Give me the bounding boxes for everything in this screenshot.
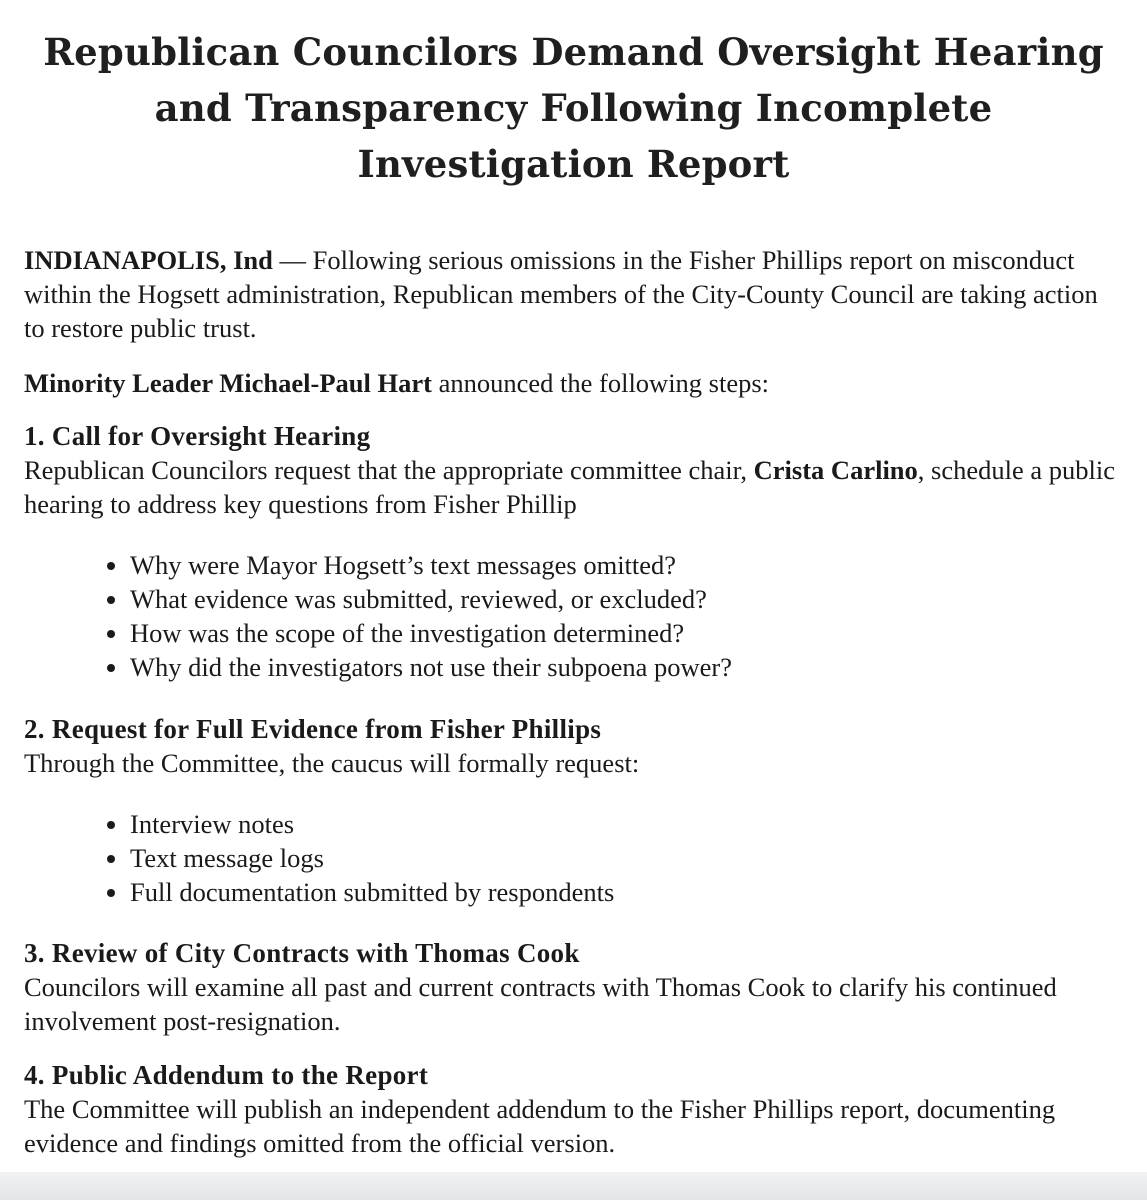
dateline: INDIANAPOLIS, Ind	[24, 245, 273, 275]
minority-leader-name: Minority Leader Michael-Paul Hart	[24, 368, 432, 398]
committee-chair-name: Crista Carlino	[753, 455, 918, 485]
section-3-title: 3. Review of City Contracts with Thomas Cook	[24, 938, 580, 968]
section-2-title: 2. Request for Full Evidence from Fisher Phillips	[24, 714, 602, 744]
section-1-body-end: , schedule a public hearing to address key questions from Fisher Phillip	[24, 455, 1116, 519]
intro-text: — Following serious omissions in the Fisher Phillips report on misconduct within the Hogsett administration, Republican members of the City-County Council are taking action to restore public trust.	[24, 245, 1098, 343]
list-item: How was the scope of the investigation determined?	[100, 616, 732, 650]
bullet-dot-icon	[107, 821, 115, 829]
intro-paragraph	[24, 243, 1124, 345]
section-3-body: Councilors will examine all past and current contracts with Thomas Cook to clarify his continued involvement post-resignation.	[24, 972, 1057, 1036]
window-bottom-edge	[0, 1172, 1147, 1200]
list-item: What evidence was submitted, reviewed, or excluded?	[100, 582, 732, 616]
section-4-body: The Committee will publish an independent addendum to the Fisher Phillips report, documenting evidence and findings omitted from the official version.	[24, 1094, 1056, 1158]
bullet-dot-icon	[107, 596, 115, 604]
list-item: Why were Mayor Hogsett’s text messages omitted?	[100, 548, 732, 582]
bullet-dot-icon	[107, 855, 115, 863]
bullet-dot-icon	[107, 664, 115, 672]
section-1-body	[24, 453, 1124, 521]
bullet-dot-icon	[107, 562, 115, 570]
list-item: Full documentation submitted by respondents	[100, 875, 614, 909]
section-4-title: 4. Public Addendum to the Report	[24, 1060, 429, 1090]
section-1-body-start: Republican Councilors request that the appropriate committee chair,	[24, 455, 754, 485]
list-item: Text message logs	[100, 841, 614, 875]
bullet-dot-icon	[107, 889, 115, 897]
page-title: Republican Councilors Demand Oversight Hearing and Transparency Following Incomplete Investigation Report	[43, 30, 1104, 186]
section-2-evidence-list	[100, 807, 614, 909]
bullet-dot-icon	[107, 630, 115, 638]
announcement-text: announced the following steps:	[431, 368, 770, 398]
announcement-paragraph	[24, 366, 1124, 400]
list-item: Interview notes	[100, 807, 614, 841]
section-2-body: Through the Committee, the caucus will formally request:	[24, 748, 640, 778]
section-1-questions-list	[100, 548, 732, 684]
section-1-title: 1. Call for Oversight Hearing	[24, 421, 371, 451]
list-item: Why did the investigators not use their subpoena power?	[100, 650, 732, 684]
